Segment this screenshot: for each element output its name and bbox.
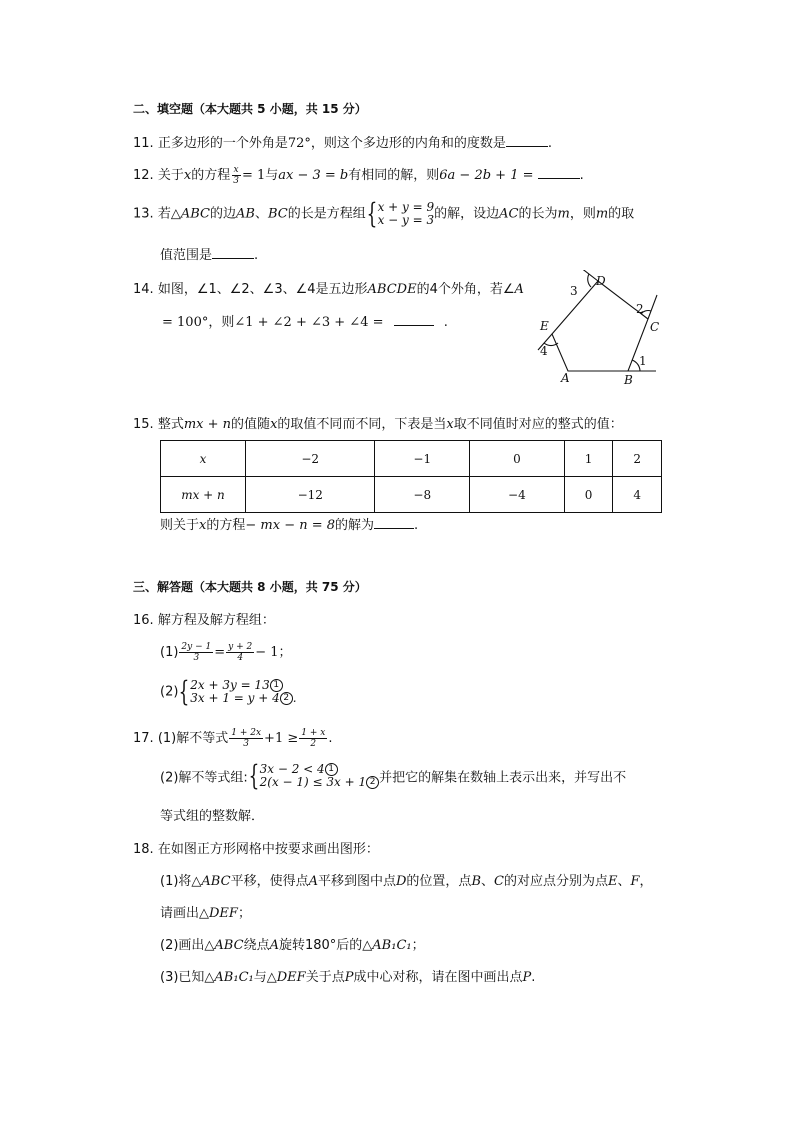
- section-title-fill-blank: 二、填空题（本大题共 5 小题，共 15 分）: [133, 102, 367, 116]
- question-18: [133, 838, 379, 857]
- table-cell: mx + n: [161, 477, 246, 513]
- q15-text-1: 整式: [157, 417, 184, 432]
- q17-part-2-line-2: [160, 805, 264, 824]
- q18-number: 18.: [133, 842, 154, 857]
- q18-s3-d: 成中心对称，请在图中画出点: [353, 970, 523, 985]
- q12-text-4: 有相同的解，则: [348, 168, 440, 183]
- q18-s3-point-p: P: [344, 970, 354, 985]
- q18-s1-point-c: C: [494, 874, 504, 889]
- question-16: [133, 609, 275, 628]
- q14-line1: 如图，∠1、∠2、∠3、∠4是五边形: [157, 282, 368, 297]
- q16-p1-n1: 2y − 1: [181, 642, 212, 652]
- q17-p2-system: [260, 763, 380, 789]
- q12-answer-blank[interactable]: [538, 166, 580, 179]
- q13-line-2: [160, 244, 258, 263]
- q12-var-x: x: [183, 168, 192, 183]
- table-cell: −12: [246, 477, 375, 513]
- table-row: [161, 477, 662, 513]
- q17-p2-text: (2)解不等式组:: [160, 770, 248, 786]
- q17-part-2: [160, 759, 627, 792]
- q15-after-3: 的解为: [335, 518, 375, 533]
- q13-eq-2: x − y = 3: [377, 213, 435, 227]
- q16-p1-eq: =: [214, 645, 226, 660]
- question-14: [133, 278, 524, 297]
- q18-s2-tri2: △AB₁C₁: [362, 938, 412, 953]
- q12-fraction: [231, 165, 241, 186]
- q14-answer-blank[interactable]: [394, 313, 434, 326]
- table-cell: −2: [246, 441, 375, 477]
- q13-ac: AC: [499, 206, 519, 222]
- q18-s1-sep: 、: [481, 874, 495, 889]
- table-cell: −4: [470, 477, 565, 513]
- q15-text-2: 的值随: [231, 417, 271, 432]
- q18-s1-b: 平移，使得点: [230, 874, 309, 889]
- q11-end: .: [547, 136, 553, 151]
- table-cell: x: [161, 441, 246, 477]
- q14-number: 14.: [133, 282, 154, 297]
- q16-p1-label: (1): [160, 645, 179, 660]
- q16-p2-row-2: [190, 692, 296, 705]
- q17-p1-d1: 3: [243, 739, 250, 749]
- angle-3-arc: [588, 274, 591, 287]
- q18-s1-point-b: B: [471, 874, 481, 889]
- q13-ab: AB: [236, 206, 255, 222]
- q15-x2: x: [446, 417, 454, 432]
- q18-text: 在如图正方形网格中按要求画出图形：: [157, 842, 379, 857]
- q17-p2-brace: {: [248, 759, 260, 792]
- q18-s2-b: 绕点: [243, 938, 270, 953]
- q17-p2-ineq-1: 3x − 2 < 4: [259, 762, 325, 776]
- q15-text-4: 取不同值时对应的整式的值：: [453, 417, 623, 432]
- q18-s1-e: 的对应点分别为点: [503, 874, 608, 889]
- q18-s1-point-f: F: [630, 874, 640, 889]
- q15-number: 15.: [133, 417, 154, 432]
- q16-p2-brace: {: [178, 675, 190, 708]
- pentagon-shape: [552, 281, 648, 371]
- q14-angle-a: A: [514, 282, 524, 297]
- q13-answer-blank[interactable]: [212, 246, 254, 259]
- q16-p1-tail: − 1；: [255, 645, 292, 660]
- q11-number: 11.: [133, 136, 154, 151]
- circled-number-2: 2: [280, 692, 293, 705]
- q17-p1-n1: 1 + 2x: [231, 728, 262, 738]
- q18-s2-tri: △ABC: [204, 938, 244, 953]
- q16-p1-frac-2: [226, 642, 254, 663]
- circled-number-1: 1: [325, 763, 338, 776]
- pentagon-figure: [528, 270, 668, 390]
- q16-p2-system: [190, 679, 296, 705]
- q11-text-b: ，则这个多边形的内角和的度数是: [310, 136, 506, 151]
- q15-after-eq: − mx − n = 8: [245, 518, 336, 533]
- circled-number-1: 1: [270, 679, 283, 692]
- q13-sep: 、: [254, 206, 268, 222]
- question-12: [133, 164, 584, 186]
- q15-x: x: [270, 417, 278, 432]
- q11-text-a: 正多边形的一个外角是: [157, 136, 288, 151]
- q13-text-6: ，则: [569, 206, 596, 222]
- q15-after-x: x: [199, 518, 207, 533]
- q13-text-7: 的取: [608, 206, 635, 222]
- q18-s2-a: (2)画出: [160, 938, 205, 953]
- q17-p1-d2: 2: [310, 739, 317, 749]
- q18-s1-line2b: ；: [237, 906, 251, 921]
- q14-polygon: ABCDE: [367, 282, 417, 297]
- table-cell: 2: [613, 441, 662, 477]
- q17-p2-ineq-2: 2(x − 1) ≤ 3x + 1: [259, 775, 367, 789]
- q13-text-1: 若: [157, 206, 171, 222]
- q13-m2: m: [595, 206, 609, 222]
- q17-p1-end: .: [328, 731, 333, 746]
- label-3: 3: [570, 284, 578, 298]
- q13-text-5: 的长为: [518, 206, 558, 222]
- q18-s2-c: 旋转180°后的: [278, 938, 363, 953]
- q14-line1b: 的4个外角，若∠: [416, 282, 515, 297]
- q13-end: .: [254, 248, 259, 263]
- q16-p1-n2: y + 2: [228, 642, 253, 652]
- label-A: A: [561, 371, 570, 385]
- q11-angle: 72°: [287, 136, 311, 151]
- q13-brace: {: [366, 197, 377, 230]
- q16-part-2: [160, 675, 297, 708]
- question-11: [133, 132, 552, 151]
- q13-text-4: 的解，设边: [434, 206, 500, 222]
- q13-line2-text: 值范围是: [160, 248, 213, 263]
- table-cell: −8: [375, 477, 470, 513]
- q15-after-1: 则关于: [160, 518, 200, 533]
- q13-text-3: 的长是方程组: [287, 206, 366, 222]
- q16-part-1: [160, 641, 292, 663]
- q18-step-2: [160, 934, 425, 953]
- label-E: E: [540, 319, 549, 333]
- q17-p1-mid: +1 ≥: [264, 731, 299, 746]
- question-15: [133, 413, 623, 432]
- q18-s3-end: .: [531, 970, 536, 985]
- table-cell: 0: [564, 477, 613, 513]
- q16-p2-label: (2): [160, 684, 179, 700]
- q17-p2-line2-text: 等式组的整数解．: [160, 809, 265, 824]
- q12-end: .: [579, 168, 584, 183]
- q12-number: 12.: [133, 168, 154, 183]
- extension-bc: [648, 295, 657, 319]
- table-cell: 0: [470, 441, 565, 477]
- q14-end: .: [443, 315, 448, 330]
- q13-number: 13.: [133, 206, 154, 222]
- q16-p1-frac-1: [179, 642, 213, 663]
- q18-s1-d: 的位置，点: [406, 874, 472, 889]
- q18-s1-tri: △ABC: [191, 874, 231, 889]
- label-D: D: [596, 274, 606, 288]
- q13-bc: BC: [267, 206, 288, 222]
- q12-frac-num: x: [233, 165, 239, 175]
- q18-s1-end: ，: [639, 874, 653, 889]
- q17-p2-tail: 并把它的解集在数轴上表示出来，并写出不: [379, 770, 627, 786]
- q18-s1-point-d: D: [395, 874, 407, 889]
- question-17: [133, 727, 332, 749]
- q16-p2-eq-2: 3x + 1 = y + 4: [190, 691, 280, 705]
- section-title-solutions: 三、解答题（本大题共 8 小题，共 75 分）: [133, 580, 367, 594]
- q13-system: [378, 201, 435, 227]
- q15-text-3: 的取值不同而不同，下表是当: [277, 417, 447, 432]
- q13-text-2: 的边: [209, 206, 236, 222]
- q17-p1-text: (1)解不等式: [157, 731, 229, 746]
- q15-end: .: [414, 518, 419, 533]
- q17-p1-n2: 1 + x: [301, 728, 326, 738]
- q18-s1-def: △DEF: [199, 906, 238, 921]
- q18-step-1: [160, 870, 653, 889]
- q18-s2-end: ；: [411, 938, 425, 953]
- q18-s1-a: (1)将: [160, 874, 192, 889]
- q18-s1-point-a: A: [308, 874, 318, 889]
- q16-p1-d2: 4: [237, 653, 244, 663]
- q15-after-2: 的方程: [206, 518, 246, 533]
- q18-s3-c: 关于点: [305, 970, 345, 985]
- q18-s3-tri: △AB₁C₁: [204, 970, 254, 985]
- q18-s1-line2a: 请画出: [160, 906, 200, 921]
- q12-frac-den: 3: [233, 176, 239, 186]
- label-4: 4: [540, 344, 548, 358]
- q13-eq-1: x + y = 9: [377, 200, 435, 214]
- q12-text-2: 的方程: [191, 168, 231, 183]
- q18-s3-def: △DEF: [266, 970, 306, 985]
- question-13: [133, 197, 635, 230]
- q15-answer-blank[interactable]: [374, 516, 414, 529]
- extension-cd: [576, 270, 598, 281]
- table-cell: −1: [375, 441, 470, 477]
- q11-answer-blank[interactable]: [506, 134, 548, 147]
- q12-text-1: 关于: [157, 168, 184, 183]
- q18-s3-a: (3)已知: [160, 970, 205, 985]
- q16-text: 解方程及解方程组：: [157, 613, 275, 628]
- label-B: B: [624, 373, 633, 387]
- circled-number-2: 2: [366, 776, 379, 789]
- label-2: 2: [636, 302, 644, 316]
- table-row: [161, 441, 662, 477]
- q15-after: [160, 514, 418, 533]
- q18-s2-point-a: A: [269, 938, 279, 953]
- q14-line2-text: = 100°，则∠1 + ∠2 + ∠3 + ∠4 =: [162, 315, 384, 330]
- label-C: C: [650, 320, 660, 334]
- q18-s1-point-e: E: [607, 874, 618, 889]
- q12-text-3: 与: [265, 168, 279, 183]
- q17-p2-row-2: [260, 776, 380, 789]
- q12-eq2: ax − 3 = b: [278, 168, 349, 183]
- q17-p1-frac-2: [299, 728, 327, 749]
- table-cell: 4: [613, 477, 662, 513]
- q18-s1-c: 平移到图中点: [317, 874, 396, 889]
- q17-number: 17.: [133, 731, 154, 746]
- label-1: 1: [639, 354, 647, 368]
- q18-s3-point-p2: P: [522, 970, 532, 985]
- table-cell: 1: [564, 441, 613, 477]
- q14-line-2: [162, 311, 448, 330]
- q18-s3-b: 与: [253, 970, 267, 985]
- q16-p2-eq-1: 2x + 3y = 13: [190, 678, 270, 692]
- q15-expr: mx + n: [183, 417, 232, 432]
- q12-expr: 6a − 2b + 1 =: [439, 168, 538, 183]
- q16-p1-d1: 3: [193, 653, 200, 663]
- q16-number: 16.: [133, 613, 154, 628]
- q16-p2-end: .: [292, 691, 297, 705]
- q12-eq1: = 1: [241, 168, 266, 183]
- value-table: [160, 440, 662, 513]
- q18-s1-sep2: 、: [617, 874, 631, 889]
- q18-step-1-line-2: [160, 902, 251, 921]
- q13-m: m: [557, 206, 570, 222]
- q18-step-3: [160, 966, 535, 985]
- q13-triangle: △ABC: [170, 206, 210, 222]
- q17-p1-frac-1: [229, 728, 263, 749]
